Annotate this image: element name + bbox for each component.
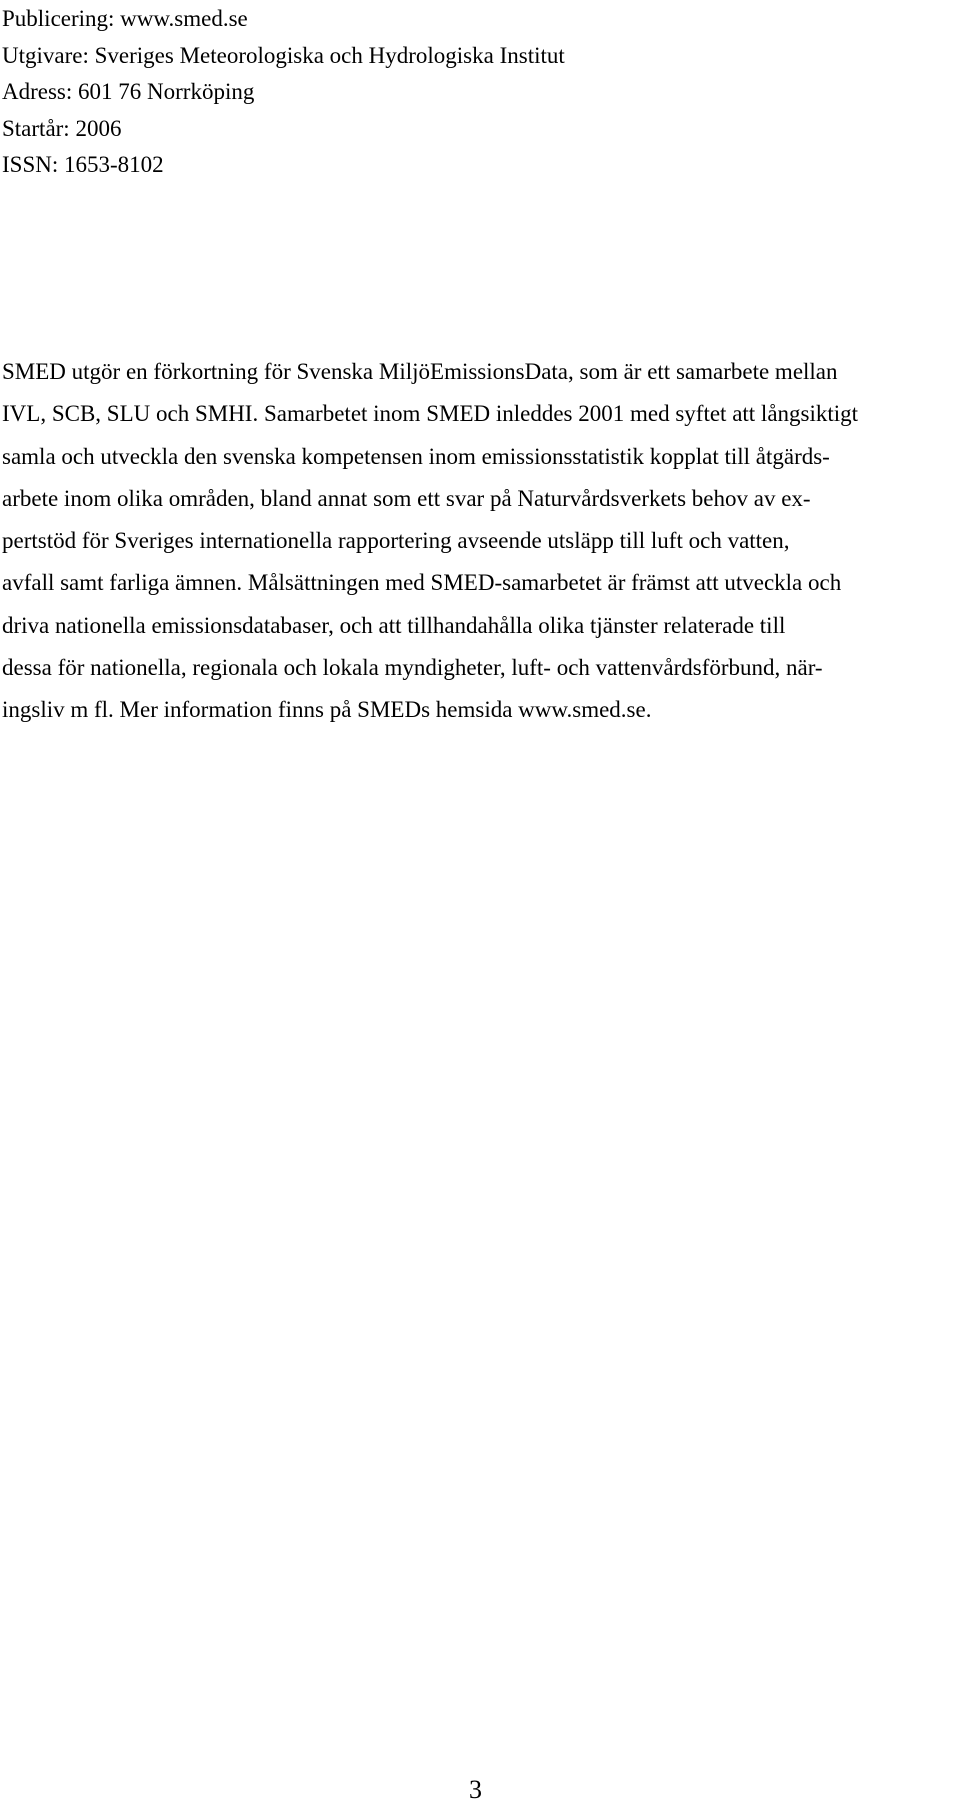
page-number: 3 — [469, 1775, 482, 1804]
paragraph-line: pertstöd för Sveriges internationella rapportering avseende utsläpp till luft och vatten, — [2, 528, 790, 553]
issn-line: ISSN: 1653-8102 — [2, 152, 164, 177]
paragraph-line: ingsliv m fl. Mer information finns på SMEDs hemsida www.smed.se. — [2, 697, 652, 722]
paragraph-line: samla och utveckla den svenska kompetensen inom emissionsstatistik kopplat till åtgärds- — [2, 443, 830, 469]
publication-line: Publicering: www.smed.se — [2, 6, 248, 31]
paragraph-line: dessa för nationella, regionala och lokala myndigheter, luft- och vattenvårdsförbund, när- — [2, 654, 823, 680]
address-line: Adress: 601 76 Norrköping — [2, 79, 255, 104]
start-year-line: Startår: 2006 — [2, 115, 122, 141]
publisher-line: Utgivare: Sveriges Meteorologiska och Hydrologiska Institut — [2, 42, 565, 68]
paragraph-line: driva nationella emissionsdatabaser, och att tillhandahålla olika tjänster relaterade till — [2, 612, 786, 638]
publication-info — [2, 1, 565, 184]
paragraph-line: arbete inom olika områden, bland annat som ett svar på Naturvårdsverkets behov av ex- — [2, 485, 811, 511]
paragraph-line: SMED utgör en förkortning för Svenska MiljöEmissionsData, som är ett samarbete mellan — [2, 359, 838, 384]
smed-description-paragraph — [2, 351, 952, 731]
paragraph-line: avfall samt farliga ämnen. Målsättningen med SMED-samarbetet är främst att utveckla och — [2, 570, 842, 596]
paragraph-line: IVL, SCB, SLU och SMHI. Samarbetet inom SMED inleddes 2001 med syftet att långsiktigt — [2, 401, 859, 427]
